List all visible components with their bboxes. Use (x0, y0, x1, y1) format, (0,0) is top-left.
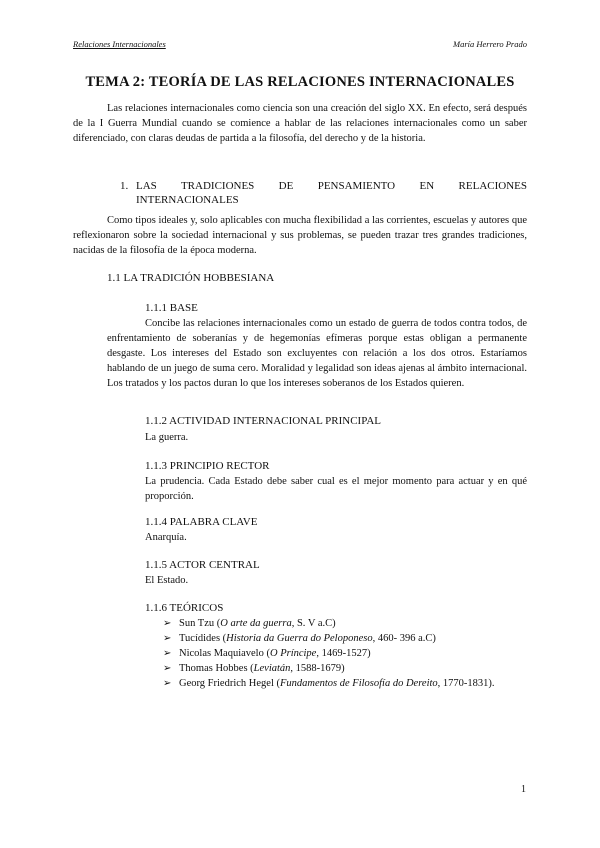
list-item: ➢ Tucídides (Historia da Guerra do Peloponeso, 460- 396 a.C) (163, 633, 436, 644)
actor-heading: 1.1.5 ACTOR CENTRAL (145, 559, 260, 571)
teoricos-list (163, 616, 495, 691)
document-title: TEMA 2: TEORÍA DE LAS RELACIONES INTERNACIONALES (85, 74, 515, 90)
base-body: Concibe las relaciones internacionales como un estado de guerra de todos contra todos, de enfrentamiento de soberanías y de hegemonías efímeras porque estas obligan a permanente desgaste. Los intereses del Estado son excluyentes con relación a los dos otros. Estaríamos hablando de un juego de suma cero. Moralidad y legalidad son ideas ajenas al ámbito internacional. Los tratados y los pactos duran lo que los intereses soberanos de los Estados quieren. (107, 318, 527, 389)
actividad-body: La guerra. (145, 432, 189, 443)
section-1-body: Como tipos ideales y, solo aplicables con mucha flexibilidad a las corrientes, escuelas y autores que reflexionaron sobre la sociedad internacional y sus problemas, se pueden trazar tres grandes tradiciones, nacidas de la filosofía de la época moderna. (73, 215, 527, 256)
intro-paragraph: Las relaciones internacionales como ciencia son una creación del siglo XX. En efecto, será después de la I Guerra Mundial cuando se comience a hablar de las relaciones internacionales como un saber diferenciado, con claras deudas de partida a la filosofía, del derecho y de la historia. (73, 103, 527, 144)
list-item: ➢ Nicolas Maquiavelo (O Príncipe, 1469-1527) (163, 648, 371, 659)
arrow-bullet-icon: ➢ (163, 618, 172, 629)
principio-body: La prudencia. Cada Estado debe saber cual es el mejor momento para actuar y en qué proporción. (145, 476, 527, 502)
arrow-bullet-icon: ➢ (163, 678, 172, 689)
section-1-title-line1: LAS TRADICIONES DE PENSAMIENTO EN RELACIONES (136, 180, 527, 192)
arrow-bullet-icon: ➢ (163, 648, 172, 659)
page-header (73, 39, 527, 53)
list-item: ➢ Georg Friedrich Hegel (Fundamentos de Filosofía do Dereito, 1770-1831). (163, 678, 495, 689)
teoricos-heading: 1.1.6 TEÓRICOS (145, 602, 224, 614)
actividad-heading: 1.1.2 ACTIVIDAD INTERNACIONAL PRINCIPAL (145, 415, 381, 427)
actor-body: El Estado. (145, 575, 189, 586)
arrow-bullet-icon: ➢ (163, 633, 172, 644)
palabra-body: Anarquía. (145, 532, 187, 543)
page-number: 1 (521, 784, 526, 795)
arrow-bullet-icon: ➢ (163, 663, 172, 674)
header-course: Relaciones Internacionales (73, 39, 166, 49)
base-heading: 1.1.1 BASE (145, 302, 198, 314)
list-item: ➢ Sun Tzu (O arte da guerra, S. V a.C) (163, 618, 336, 629)
principio-heading: 1.1.3 PRINCIPIO RECTOR (145, 460, 270, 472)
section-1-number: 1. (120, 180, 129, 192)
list-item: ➢ Thomas Hobbes (Leviatán, 1588-1679) (163, 663, 345, 674)
section-1-title-line2: INTERNACIONALES (136, 194, 239, 206)
palabra-heading: 1.1.4 PALABRA CLAVE (145, 516, 258, 528)
subsection-title: 1.1 LA TRADICIÓN HOBBESIANA (107, 272, 275, 284)
header-author: María Herrero Prado (453, 39, 527, 49)
